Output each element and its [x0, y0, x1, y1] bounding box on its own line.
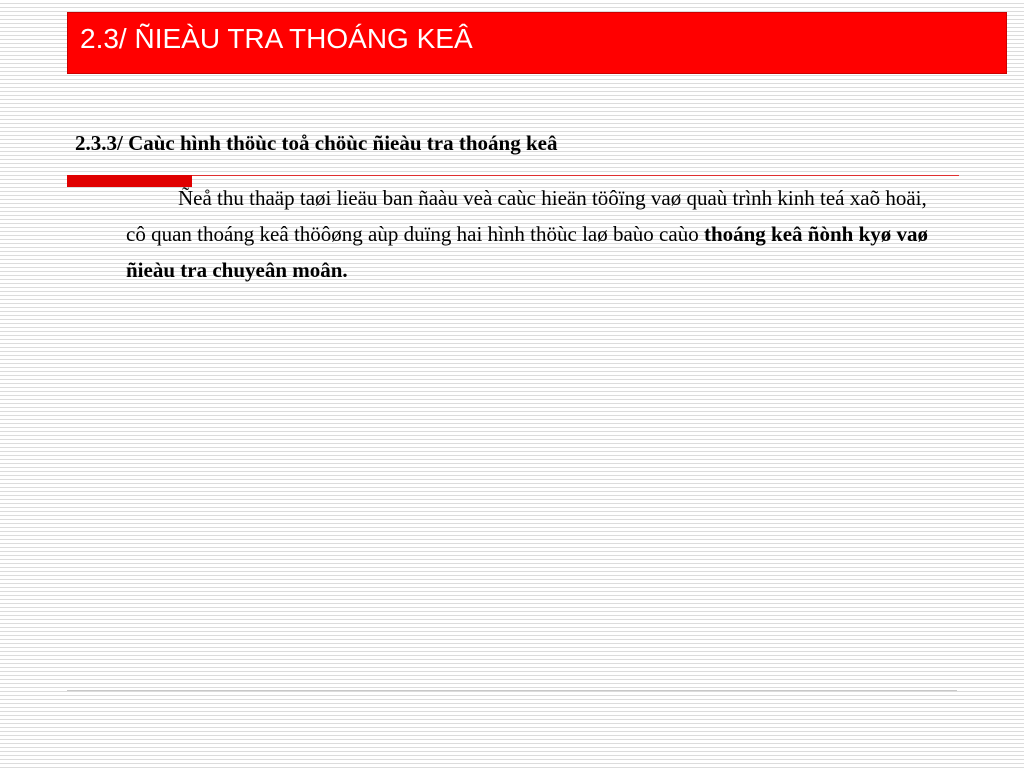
section-heading: 2.3.3/ Caùc hình thöùc toå chöùc ñieàu tra thoáng keâ	[75, 131, 558, 155]
footer-divider	[67, 690, 957, 691]
accent-divider-line	[67, 175, 959, 176]
paragraph-text: Ñeå thu thaäp taøi lieäu ban ñaàu veà caùc hieän töôïng vaø quaù trình kinh teá xaõ hoäi, cô quan thoáng keâ thöôøng aùp duïng hai hình thöùc laø baùo caùo	[126, 186, 927, 246]
title-bar	[67, 12, 1007, 74]
body-paragraph	[126, 180, 946, 288]
paragraph-bold-text: thoáng keâ ñònh kyø vaø ñieàu tra chuyeân moân.	[126, 222, 929, 282]
slide-title: 2.3/ ÑIEÀU TRA THOÁNG KEÂ	[80, 23, 473, 54]
